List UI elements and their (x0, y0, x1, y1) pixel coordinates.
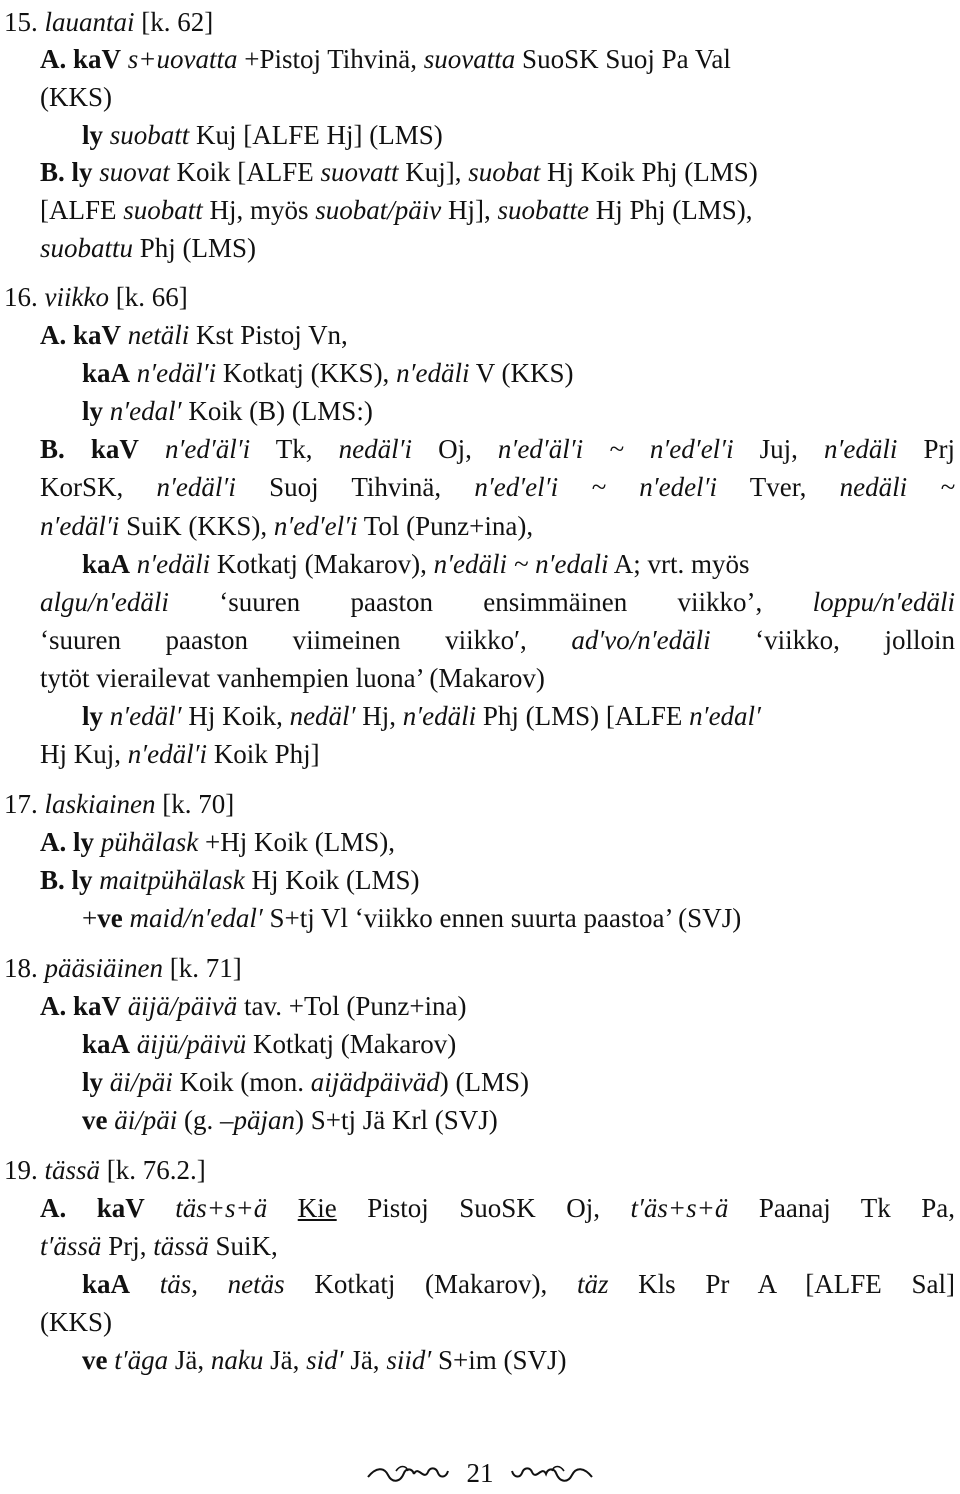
word-form: äijü/päivü (136, 1029, 247, 1059)
text-line (82, 1341, 955, 1379)
text-run: Tver, (716, 472, 840, 502)
label-bold: ly (82, 1067, 104, 1097)
text-line (40, 659, 955, 697)
text-run: Kst Pistoj Vn, (189, 320, 348, 350)
word-form: äijä/päivä (127, 991, 238, 1021)
text-run: Jä, (263, 1345, 307, 1375)
text-run: Kuj], (398, 157, 469, 187)
word-form: suobatt (123, 195, 203, 225)
word-form: t′äga (114, 1345, 169, 1375)
text-line (40, 621, 955, 659)
word-form: nedäli ~ (839, 472, 955, 502)
word-form: n′ed′äl′i (164, 434, 251, 464)
text-run (94, 827, 101, 857)
text-line (40, 468, 955, 506)
page-footer (0, 1455, 960, 1491)
text-run: V (KKS) (469, 358, 574, 388)
text-run (103, 396, 110, 426)
word-form: n′edäl′i (136, 358, 217, 388)
text-run: S+tj Vl ‘viikko ennen suurta paastoa’ (SVJ) (262, 903, 742, 933)
text-run: Kotkatj (KKS), (216, 358, 397, 388)
label-bold: ve (97, 903, 123, 933)
label-bold: B. kaV (40, 434, 139, 464)
text-run: [k. 62] (134, 7, 214, 37)
word-form: nedäl′ (289, 701, 356, 731)
text-run: S+im (SVJ) (431, 1345, 567, 1375)
text-run: Hj], (441, 195, 498, 225)
text-run: [k. 70] (155, 789, 235, 819)
text-line (82, 1025, 955, 1063)
word-form: s+uovatta (127, 44, 238, 74)
word-form: äi/päi (109, 1067, 173, 1097)
text-line (40, 229, 955, 267)
text-run: SuoSK Suoj Pa Val (515, 44, 731, 74)
word-form: t′äs+s+ä (630, 1193, 729, 1223)
text-line (82, 1101, 955, 1139)
text-run (139, 434, 165, 464)
text-run: Phj (LMS) [ALFE (476, 701, 690, 731)
word-form: suobat (468, 157, 541, 187)
word-form: algu/n′edäli (40, 587, 169, 617)
word-form: n′ed′el′i (273, 511, 358, 541)
label-bold: A. kaV (40, 1193, 145, 1223)
text-run: 17. (4, 789, 45, 819)
label-bold: kaA (82, 1269, 131, 1299)
label-bold: A. kaV (40, 320, 122, 350)
word-form: ad′vo/n′edäli (571, 625, 711, 655)
label-bold: kaA (82, 1029, 131, 1059)
word-form: suovatt (320, 157, 399, 187)
text-run (145, 1193, 176, 1223)
text-run: Prj, (101, 1231, 154, 1261)
word-form: loppu/n′edäli (812, 587, 955, 617)
text-line (40, 583, 955, 621)
word-form: n′ed′äl′i ~ n′ed′el′i (497, 434, 734, 464)
text-line (40, 78, 955, 116)
text-run: 15. (4, 7, 45, 37)
word-form: suovatta (423, 44, 516, 74)
label-bold: ly (82, 120, 104, 150)
word-form: täs+s+ä (175, 1193, 268, 1223)
text-run: 19. (4, 1155, 45, 1185)
text-run: + (82, 903, 98, 933)
text-run: Suoj Tihvinä, (235, 472, 475, 502)
text-run: Kotkatj (Makarov) (246, 1029, 457, 1059)
text-line (40, 153, 955, 191)
word-form: tässä (44, 1155, 101, 1185)
word-form: n′edal′ (689, 701, 761, 731)
text-line (40, 861, 955, 899)
label-bold: ly (82, 701, 104, 731)
text-line (40, 1303, 955, 1341)
text-line (4, 1151, 954, 1189)
text-run: (KKS) (40, 1307, 112, 1337)
text-line (4, 785, 954, 823)
word-form: n′edäli (136, 549, 211, 579)
text-run: Hj, myös (202, 195, 316, 225)
text-line (40, 1227, 955, 1265)
word-form: suobat/päiv (315, 195, 442, 225)
word-form: n′ed′el′i ~ n′edel′i (474, 472, 717, 502)
text-run: Kotkatj (Makarov), (284, 1269, 577, 1299)
text-line (82, 1063, 955, 1101)
text-line (40, 507, 955, 545)
text-line (40, 191, 955, 229)
word-form: aijädpäiväd (310, 1067, 440, 1097)
text-run: ‘suuren paaston viimeinen viikko′, (40, 625, 572, 655)
text-run: tytöt vierailevat vanhempien luona’ (Makarov) (40, 663, 545, 693)
text-line (4, 949, 954, 987)
text-line (4, 278, 954, 316)
text-run: ) (LMS) (439, 1067, 530, 1097)
text-run: Oj, (412, 434, 498, 464)
word-form: suovat (99, 157, 170, 187)
flourish-ornament-right-icon (510, 1458, 594, 1494)
text-run: Hj Kuj, (40, 739, 128, 769)
underlined-term: Kie (297, 1193, 337, 1223)
text-run (130, 549, 137, 579)
text-line (40, 1189, 955, 1227)
text-run: ‘suuren paaston ensimmäinen viikko’, (168, 587, 813, 617)
text-run: Kls Pr A [ALFE Sal] (608, 1269, 955, 1299)
text-run (121, 991, 128, 1021)
text-run: Hj, (355, 701, 403, 731)
word-form: suobatte (497, 195, 590, 225)
word-form: sid′ (306, 1345, 344, 1375)
word-form: siid′ (386, 1345, 432, 1375)
text-run: Jä, (343, 1345, 387, 1375)
label-bold: kaA (82, 549, 131, 579)
text-run (130, 358, 137, 388)
text-run: Koik (B) (LMS:) (181, 396, 373, 426)
word-form: –päjan (220, 1105, 296, 1135)
text-run: +Hj Koik (LMS), (198, 827, 395, 857)
text-run: [k. 76.2.] (100, 1155, 206, 1185)
text-line (82, 899, 955, 937)
label-bold: kaA (82, 358, 131, 388)
text-run: Koik (mon. (172, 1067, 311, 1097)
text-run: Hj Phj (LMS), (589, 195, 753, 225)
text-run: (g. (177, 1105, 220, 1135)
word-form: pühälask (100, 827, 199, 857)
label-bold: B. ly (40, 865, 93, 895)
text-run: Kotkatj (Makarov), (210, 549, 434, 579)
text-run: SuiK, (208, 1231, 278, 1261)
text-run (103, 701, 110, 731)
text-line (40, 430, 955, 468)
text-run (121, 320, 128, 350)
text-run: Jä, (168, 1345, 211, 1375)
text-run: SuiK (KKS), (119, 511, 274, 541)
label-bold: ly (82, 396, 104, 426)
word-form: lauantai (44, 7, 135, 37)
text-run: Phj (LMS) (133, 233, 257, 263)
text-run: [ALFE (40, 195, 124, 225)
label-bold: A. kaV (40, 44, 122, 74)
text-run: [k. 66] (108, 282, 188, 312)
text-run: Koik Phj] (207, 739, 320, 769)
label-bold: A. kaV (40, 991, 122, 1021)
word-form: n′edäli (402, 701, 477, 731)
text-line (40, 987, 955, 1025)
text-line (40, 823, 955, 861)
word-form: äi/päi (114, 1105, 178, 1135)
text-run: Koik [ALFE (169, 157, 321, 187)
text-run: [k. 71] (163, 953, 242, 983)
text-run: Prj (897, 434, 955, 464)
text-line (82, 1265, 955, 1303)
text-line (40, 735, 955, 773)
text-run: Pistoj SuoSK Oj, (336, 1193, 631, 1223)
word-form: t′ässä (40, 1231, 102, 1261)
word-form: naku (210, 1345, 264, 1375)
text-run: Paanaj Tk Pa, (728, 1193, 955, 1223)
text-run: Hj Koik, (181, 701, 290, 731)
word-form: n′edäl′ (109, 701, 182, 731)
word-form: nedäl′i (338, 434, 412, 464)
text-run: Juj, (733, 434, 825, 464)
text-run: A; vrt. myös (608, 549, 750, 579)
text-run: Tol (Punz+ina), (357, 511, 534, 541)
word-form: n′edäl′i (40, 511, 120, 541)
word-form: n′edäli (396, 358, 470, 388)
label-bold: B. ly (40, 157, 93, 187)
text-run: (KKS) (40, 82, 112, 112)
text-line (82, 697, 955, 735)
text-run (103, 120, 110, 150)
text-line (4, 3, 954, 41)
text-line (40, 40, 955, 78)
word-form: täs, netäs (159, 1269, 285, 1299)
text-run: tav. +Tol (Punz+ina) (237, 991, 467, 1021)
text-line (40, 316, 955, 354)
text-run: 18. (4, 953, 45, 983)
label-bold: ve (82, 1105, 108, 1135)
text-line (82, 354, 955, 392)
text-run: Hj Koik (LMS) (244, 865, 420, 895)
word-form: täz (576, 1269, 609, 1299)
word-form: maid/n′edal′ (129, 903, 263, 933)
flourish-ornament-left-icon (366, 1458, 450, 1494)
text-line (82, 545, 955, 583)
word-form: n′edäl′i (156, 472, 236, 502)
word-form: n′edäli (824, 434, 898, 464)
word-form: suobatt (109, 120, 190, 150)
word-form: maitpühälask (99, 865, 245, 895)
text-run: KorSK, (40, 472, 157, 502)
text-run: Hj Koik Phj (LMS) (540, 157, 758, 187)
text-run: ) S+tj Jä Krl (SVJ) (295, 1105, 498, 1135)
text-line (82, 392, 955, 430)
text-run (103, 1067, 110, 1097)
text-run (121, 44, 128, 74)
page-number: 21 (466, 1458, 494, 1488)
text-run (130, 1269, 160, 1299)
word-form: n′edäli ~ n′edali (433, 549, 609, 579)
word-form: tässä (153, 1231, 209, 1261)
word-form: laskiainen (44, 789, 156, 819)
text-run (130, 1029, 137, 1059)
word-form: n′edal′ (109, 396, 182, 426)
text-line (82, 116, 955, 154)
word-form: suobattu (40, 233, 134, 263)
word-form: netäli (127, 320, 190, 350)
word-form: viikko (44, 282, 109, 312)
text-run: ‘viikko, jolloin (710, 625, 955, 655)
label-bold: ve (82, 1345, 108, 1375)
text-run: 16. (4, 282, 45, 312)
word-form: pääsiäinen (44, 953, 163, 983)
label-bold: A. ly (40, 827, 94, 857)
text-run: Kuj [ALFE Hj] (LMS) (189, 120, 443, 150)
text-run: +Pistoj Tihvinä, (237, 44, 424, 74)
word-form: n′edäl′i (127, 739, 208, 769)
text-run (267, 1193, 298, 1223)
text-run: Tk, (250, 434, 339, 464)
